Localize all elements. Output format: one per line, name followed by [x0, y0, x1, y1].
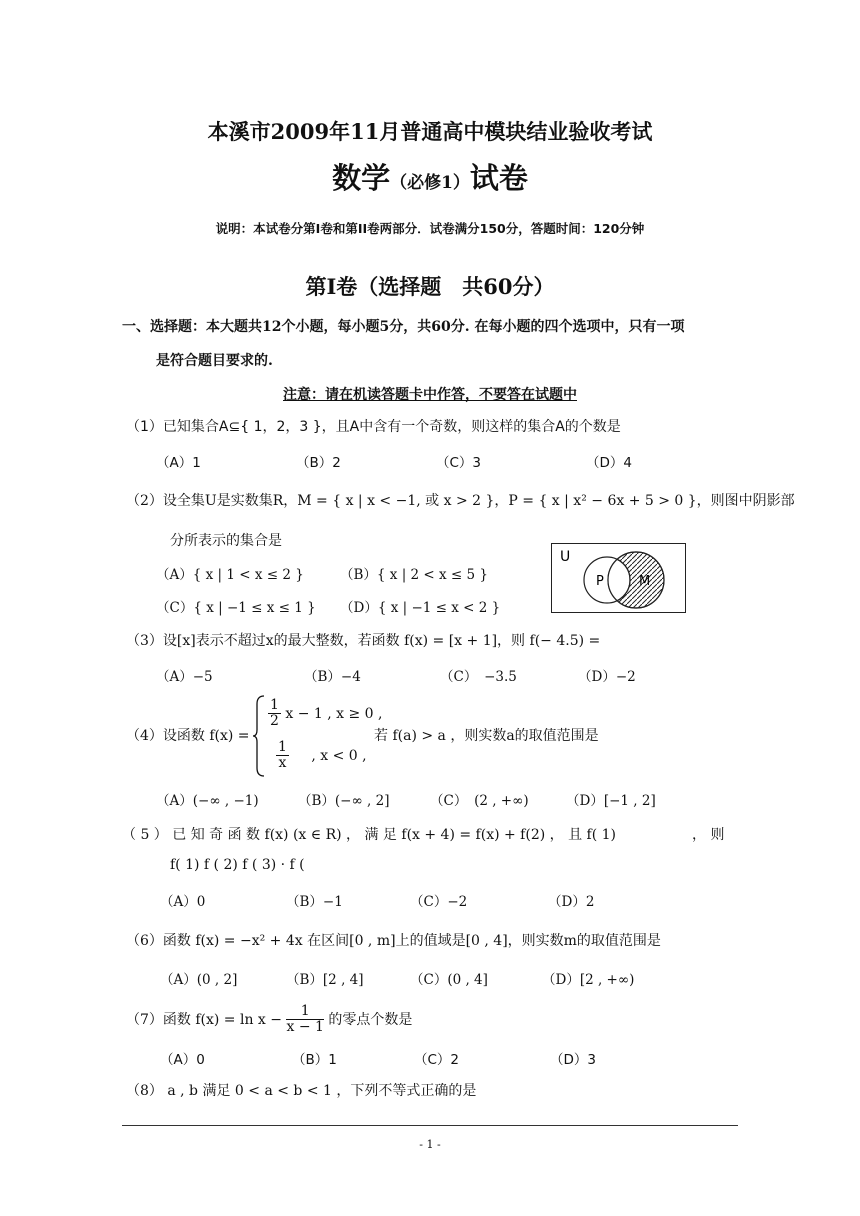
q4-case2-num: 1 [278, 739, 287, 755]
venn-diagram [551, 543, 686, 613]
q7-suffix: 的零点个数是 [328, 1011, 413, 1028]
section-intro-line1: 一、选择题：本大题共12个小题，每小题5分，共60分. 在每小题的四个选项中，只有一项 [122, 319, 685, 335]
q5-stem-end: ， 则 [692, 827, 725, 843]
section-intro-line2: 是符合题目要求的. [156, 353, 273, 369]
footer-rule [122, 1125, 738, 1126]
q7-option-d: （D）3 [550, 1052, 596, 1068]
q3-option-b: （B）−4 [304, 669, 361, 685]
q3-stem: （3）设[x]表示不超过x的最大整数，若函数 f(x) = [x + 1]，则 f(− 4.5) = [126, 633, 601, 649]
q1-option-d: （D）4 [586, 455, 632, 471]
q4-suffix: 若 f(a) > a ，则实数a的取值范围是 [374, 728, 599, 744]
q4-case2-frac [276, 740, 289, 772]
q3-option-c: （C） −3.5 [440, 669, 517, 685]
q4-case1-num: 1 [270, 697, 279, 713]
q2-option-d: （D）{ x | −1 ≤ x < 2 } [340, 600, 501, 616]
label-p: P [596, 574, 604, 589]
q7-option-c: （C）2 [414, 1052, 460, 1068]
exam-note: 说明：本试卷分第Ⅰ卷和第II卷两部分．试卷满分150分，答题时间：120分钟 [215, 221, 645, 236]
q2-option-c: （C）{ x | −1 ≤ x ≤ 1 } [156, 600, 316, 616]
q3-option-a: （A）−5 [156, 669, 213, 685]
q1-option-b: （B）2 [296, 455, 341, 471]
q5-stem-cont: f( 1) f ( 2) f ( 3) · f ( [170, 857, 305, 873]
q4-prefix: （4）设函数 f(x) = [126, 728, 250, 744]
section-title: 第Ⅰ卷（选择题 共60分） [305, 274, 555, 299]
label-m: M [639, 574, 651, 589]
q5-option-a: （A）0 [160, 894, 206, 910]
q4-case2-den: x [278, 755, 287, 772]
q1-option-a: （A）1 [156, 455, 201, 471]
label-u: U [560, 549, 571, 565]
exam-title: 本溪市2009年11月普通高中模块结业验收考试 [207, 119, 653, 144]
q4-option-c: （C） (2 , +∞) [430, 793, 529, 809]
q6-option-c: （C）(0 , 4] [410, 972, 488, 988]
paper-title-end: 试卷 [469, 161, 528, 195]
q7-option-b: （B）1 [292, 1052, 337, 1068]
q4-case1-frac [268, 698, 281, 730]
q5-stem: （ 5 ） 已 知 奇 函 数 f(x) (x ∈ R) ， 满 足 f(x + 4) = f(x) + f(2) ， 且 f( 1) [122, 827, 617, 843]
q6-option-b: （B）[2 , 4] [286, 972, 364, 988]
q8-stem: （8） a , b 满足 0 < a < b < 1 ，下列不等式正确的是 [126, 1083, 477, 1099]
paper-title-sub: （必修1） [390, 173, 470, 193]
q4-case1 [268, 698, 383, 730]
q2-stem-cont: 分所表示的集合是 [170, 533, 282, 549]
q4-option-b: （B）(−∞ , 2] [298, 793, 390, 809]
paper-title-main: 数学 [332, 161, 391, 195]
q4-case2 [276, 740, 367, 772]
q6-option-a: （A）(0 , 2] [160, 972, 238, 988]
q4-case1-den: 2 [270, 713, 279, 730]
q6-stem: （6）函数 f(x) = −x² + 4x 在区间[0 , m]上的值域是[0 , 4]，则实数m的取值范围是 [126, 933, 661, 949]
q4-option-d: （D）[−1 , 2] [566, 793, 656, 809]
q7-line [126, 1004, 412, 1036]
q7-option-a: （A）0 [160, 1052, 205, 1068]
q3-option-d: （D）−2 [578, 669, 636, 685]
q4-case1-text: x − 1 , x ≥ 0 , [285, 705, 383, 722]
q2-stem: （2）设全集U是实数集R，M = { x | x < −1, 或 x > 2 }，P = { x | x² − 6x + 5 > 0 }，则图中阴影部 [126, 493, 795, 509]
venn-svg [552, 544, 685, 612]
q5-option-c: （C）−2 [410, 894, 468, 910]
q7-frac [286, 1004, 323, 1036]
answer-notice: 注意：请在机读答题卡中作答，不要答在试题中 [283, 387, 577, 403]
q5-option-b: （B）−1 [286, 894, 343, 910]
q4-brace [252, 694, 266, 778]
q2-option-a: （A）{ x | 1 < x ≤ 2 } [156, 567, 304, 583]
q5-option-d: （D）2 [548, 894, 595, 910]
q7-prefix: （7）函数 f(x) = ln x − [126, 1011, 283, 1028]
q7-frac-num: 1 [286, 1004, 323, 1020]
page-number: - 1 - [419, 1138, 441, 1151]
q7-frac-den: x − 1 [286, 1019, 324, 1036]
q6-option-d: （D）[2 , +∞) [542, 972, 635, 988]
q4-case2-text: , x < 0 , [311, 747, 367, 764]
paper-title [0, 156, 860, 197]
q4-option-a: （A）(−∞ , −1) [156, 793, 259, 809]
q1-stem: （1）已知集合A⊆{ 1，2，3 }，且A中含有一个奇数，则这样的集合A的个数是 [126, 419, 621, 435]
q2-option-b: （B）{ x | 2 < x ≤ 5 } [340, 567, 489, 583]
q1-option-c: （C）3 [436, 455, 482, 471]
